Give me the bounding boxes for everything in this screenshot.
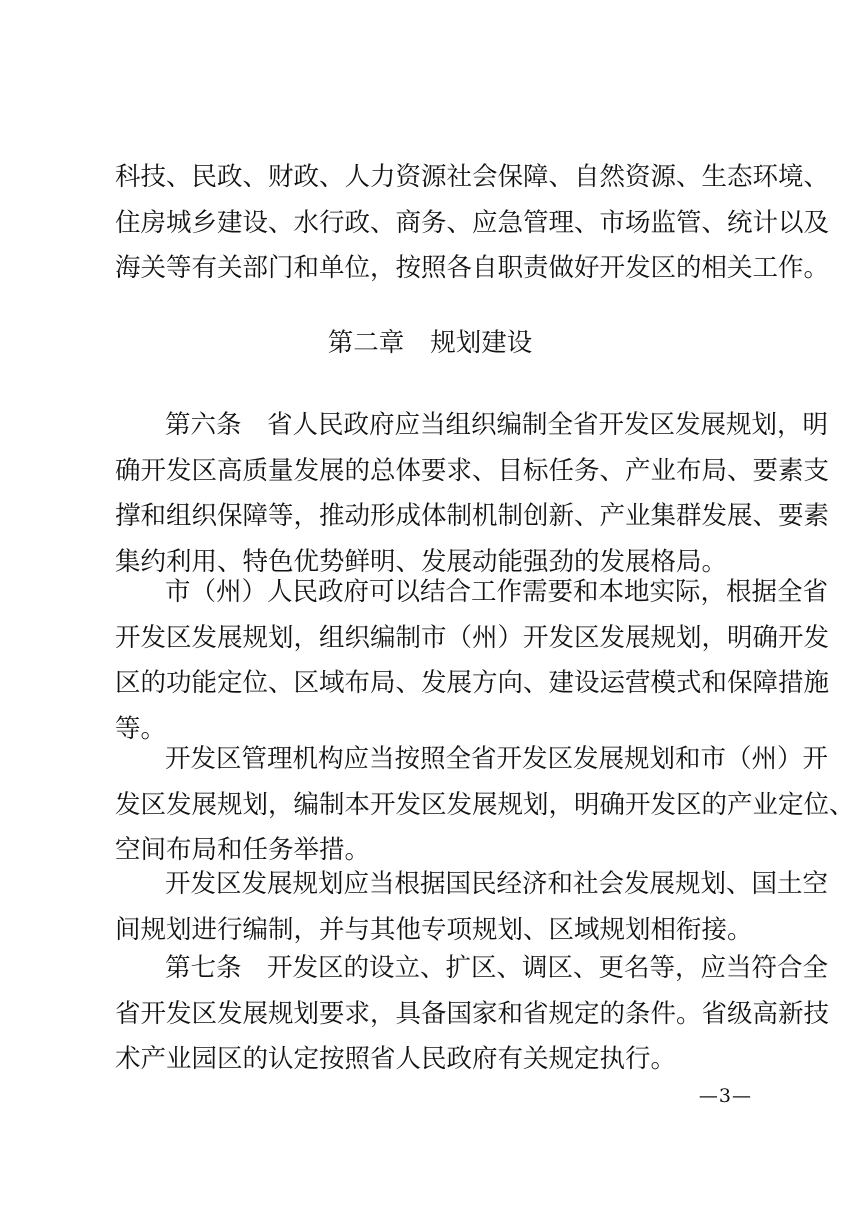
city-plan-paragraph	[115, 570, 830, 752]
text-line: 发区发展规划，编制本开发区发展规划，明确开发区的产业定位、	[115, 789, 855, 820]
chapter-number: 第二章	[327, 328, 405, 358]
text-line: 区的功能定位、区域布局、发展方向、建设运营模式和保障措施	[115, 668, 830, 698]
intro-paragraph	[115, 155, 830, 292]
text-line: 术产业园区的认定按照省人民政府有关规定执行。	[115, 1044, 677, 1074]
text-line: 海关等有关部门和单位，按照各自职责做好开发区的相关工作。	[115, 253, 830, 283]
text-line: 撑和组织保障等，推动形成体制机制创新、产业集群发展、要素	[115, 501, 830, 531]
text-line: 第七条 开发区的设立、扩区、调区、更名等，应当符合全	[165, 953, 829, 983]
text-line: 住房城乡建设、水行政、商务、应急管理、市场监管、统计以及	[115, 207, 830, 238]
text-line: 空间布局和任务举措。	[115, 835, 371, 865]
text-line: 省开发区发展规划要求，具备国家和省规定的条件。省级高新技	[115, 998, 830, 1029]
text-line: 开发区发展规划，组织编制市（州）开发区发展规划，明确开发	[115, 622, 830, 653]
text-line: 开发区发展规划应当根据国民经济和社会发展规划、国土空	[165, 869, 829, 899]
zone-plan-paragraph	[115, 737, 855, 874]
chapter-title: 规划建设	[430, 328, 533, 358]
text-line: 第六条 省人民政府应当组织编制全省开发区发展规划，明	[165, 410, 829, 440]
text-line: 市（州）人民政府可以结合工作需要和本地实际，根据全省	[165, 577, 829, 607]
plan-basis-paragraph	[115, 862, 829, 953]
text-line: 间规划进行编制，并与其他专项规划、区域规划相衔接。	[115, 914, 753, 945]
text-line: 等。	[115, 713, 167, 744]
text-line: 集约利用、特色优势鲜明、发展动能强劲的发展格局。	[115, 546, 728, 577]
chapter-heading	[0, 323, 860, 363]
page-number: —3—	[698, 1085, 752, 1107]
text-line: 开发区管理机构应当按照全省开发区发展规划和市（州）开	[165, 744, 829, 774]
text-line: 确开发区高质量发展的总体要求、目标任务、产业布局、要素支	[115, 455, 830, 486]
article-7-paragraph	[115, 946, 830, 1083]
text-line: 科技、民政、财政、人力资源社会保障、自然资源、生态环境、	[115, 162, 830, 192]
article-6-paragraph	[115, 403, 830, 585]
